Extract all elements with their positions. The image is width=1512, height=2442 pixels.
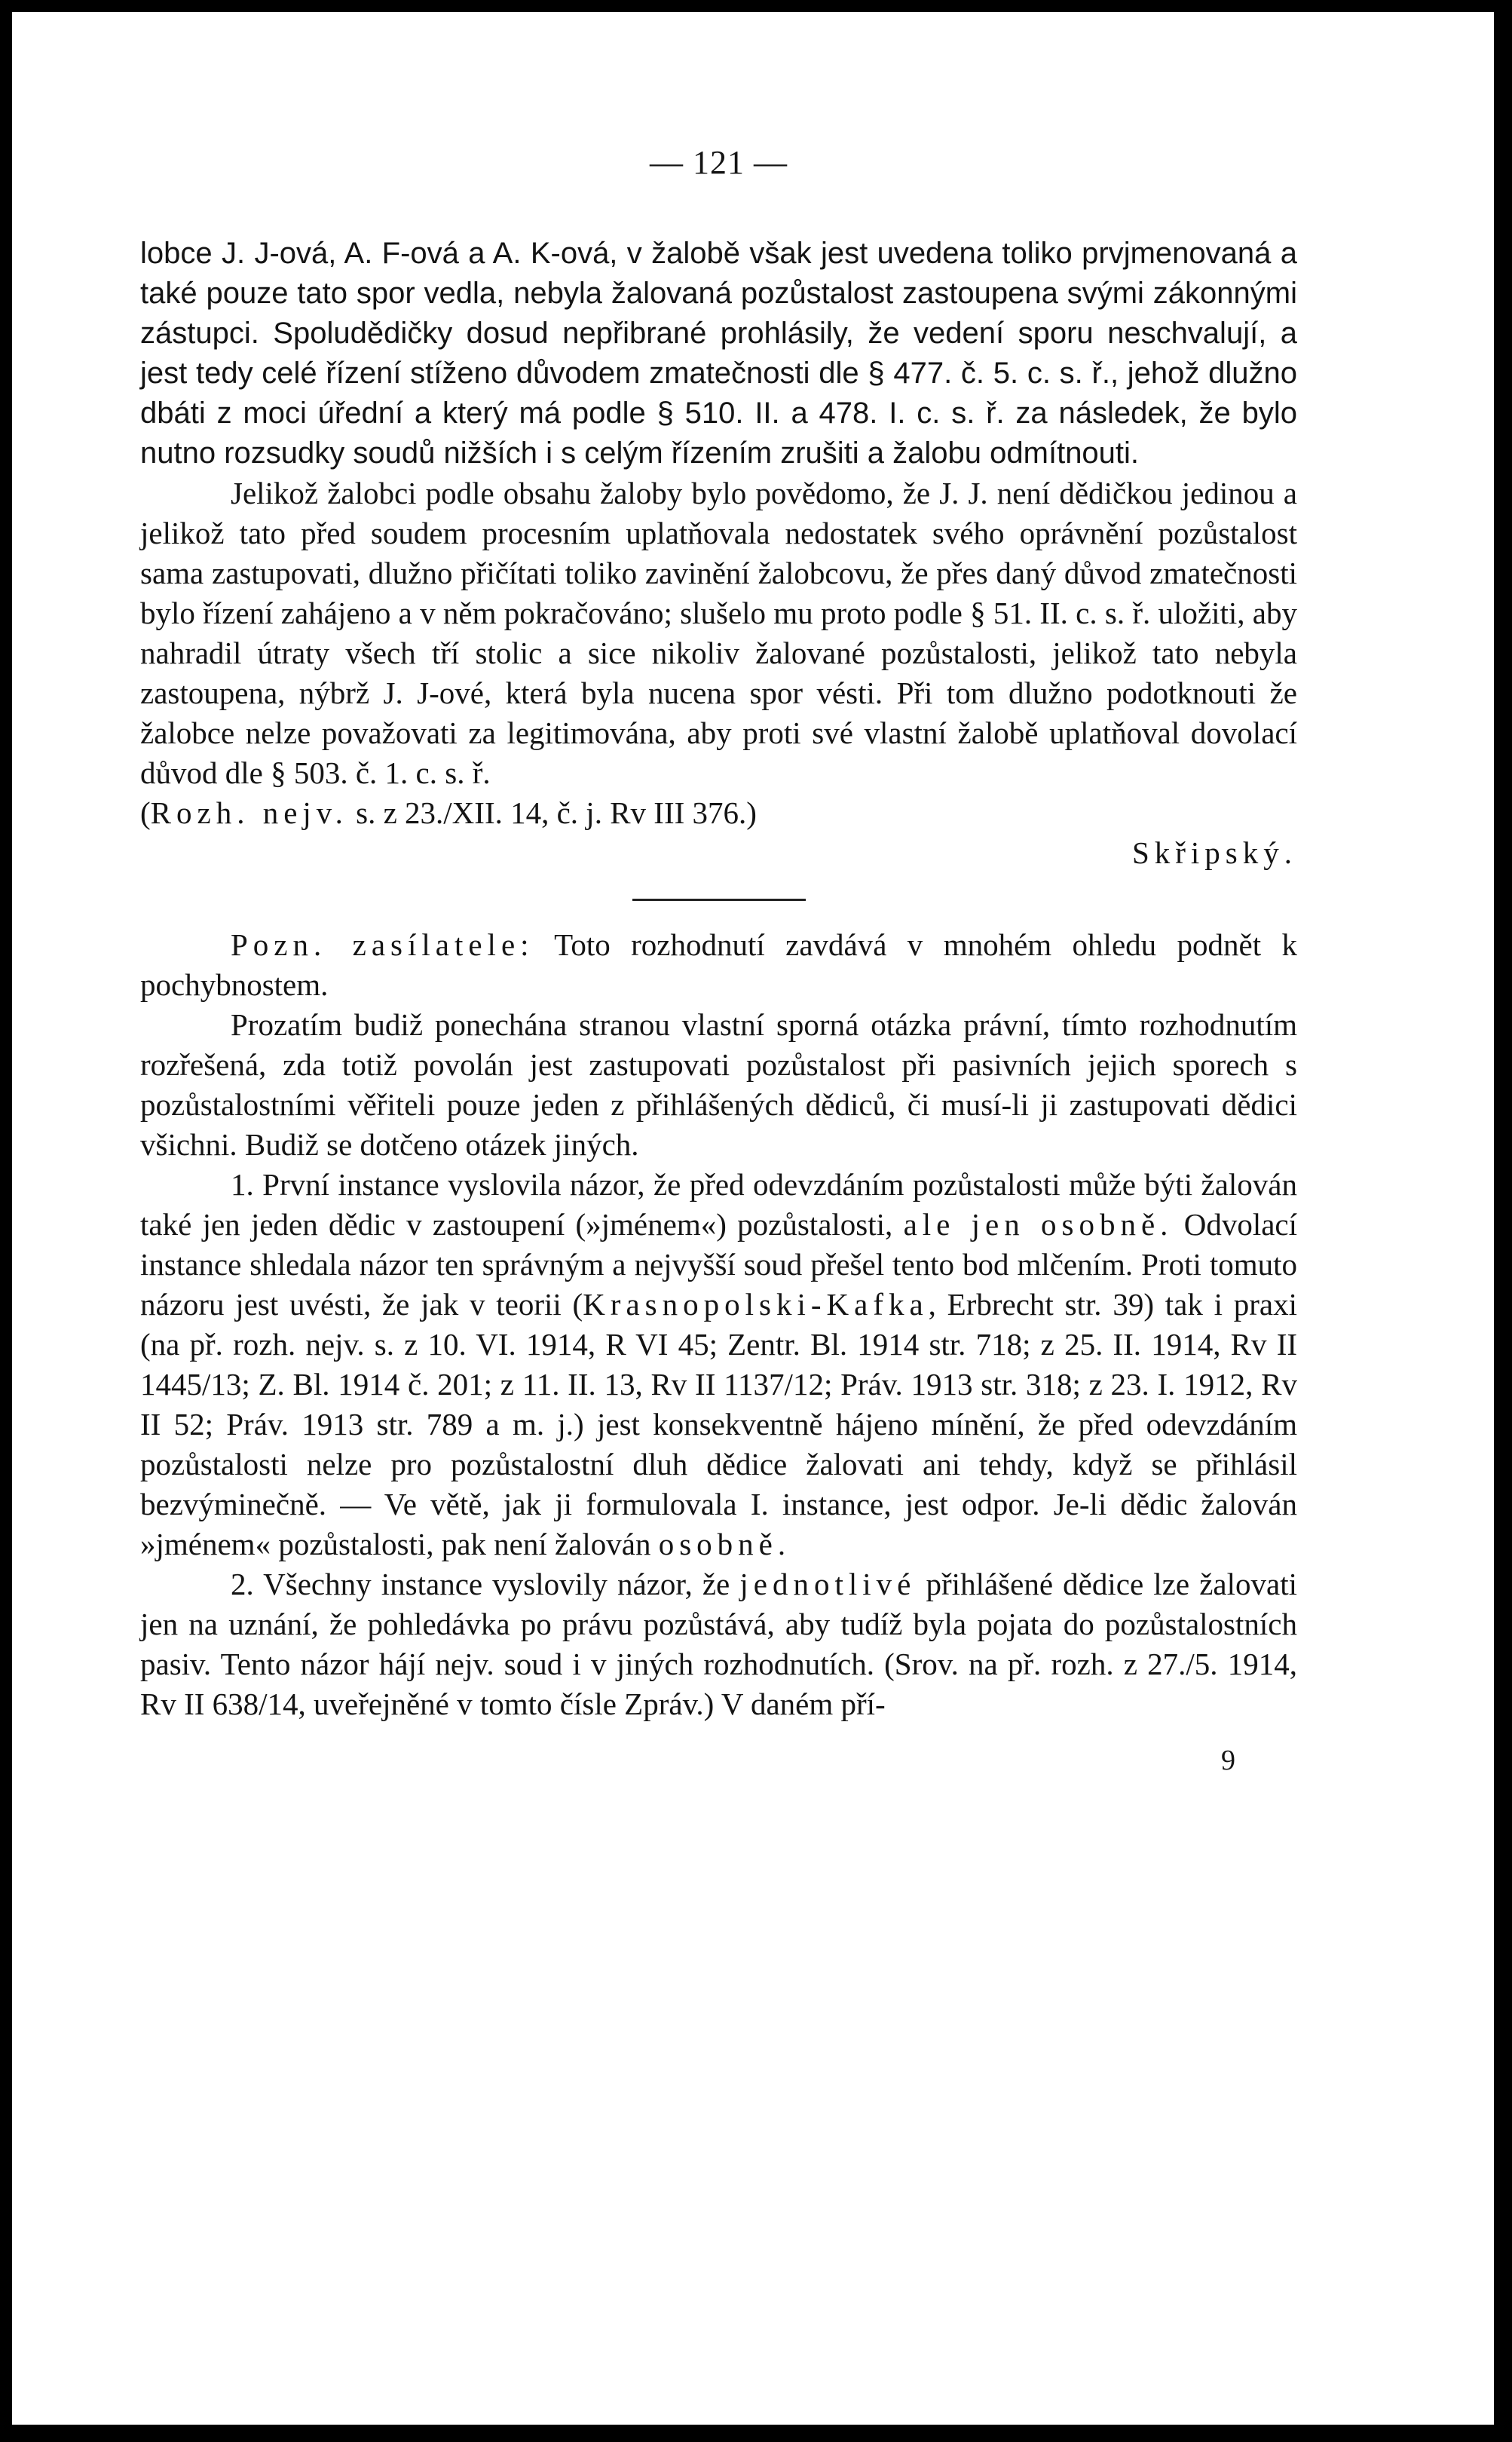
case-paragraph-2 [140, 473, 1297, 833]
note-p3-emphasis-2: osobně [658, 1527, 778, 1561]
note-p3-author-ref: Krasnopolski-Kafka [583, 1287, 929, 1322]
note-paragraph-1-text: Toto rozhodnutí zavdává v mnohém ohledu podnět k pochybnostem. [140, 927, 1297, 1002]
note-p4-a: 2. Všechny instance vyslovily názor, že [231, 1567, 730, 1601]
note-paragraph-2: Prozatím budiž ponechána stranou vlastní sporná otázka právní, tímto rozhodnutím rozřešená, zda totiž povolán jest zastupovati pozůstalost při pasivních jejich sporech s pozůstalostními věřiteli pouze jeden z přihlášených dědiců, či musí-li ji zastupovati dědici všichni. Budiž se dotčeno otázek jiných. [140, 1007, 1297, 1162]
page-sheet [12, 12, 1494, 2425]
note-p3-emphasis-1: ale jen osobně. [903, 1207, 1174, 1242]
note-label: Pozn. zasílatele: [231, 927, 534, 962]
note-p3-a: 1. První instance vyslovila názor, že před odevzdáním pozůstalosti může býti žalován také jen jeden dědic v zastoupení (»jménem«) pozůstalosti, [140, 1167, 1297, 1242]
note-p3-e: , Erbrecht str. 39) tak i praxi (na př. rozh. nejv. s. z 10. VI. 1914, R VI 45; Zentr. Bl. 1914 str. 718; z 25. II. 1914, Rv II 1445/13; Z. Bl. 1914 č. 201; z 11. II. 13, Rv II 1137/12; Práv. 1913 str. 318; z 23. I. 1912, Rv II 52; Práv. 1913 str. 789 a m. j.) jest konsekventně hájeno mínění, že před odevzdáním pozůstalosti nelze pro pozůstalostní dluh dědice žalovati ani tehdy, když se přihlásil bezvýminečně. — Ve větě, jak ji formulovala I. instance, jest odpor. Je-li dědic žalován »jménem« pozůstalosti, pak není žalován [140, 1287, 1297, 1561]
page-content [140, 140, 1297, 1781]
section-divider [632, 899, 806, 901]
note-p4-c: přihlášené dědice lze žalovati jen na uznání, že pohledávka po právu pozůstává, aby tudíž byla pojata do pozůstalostních pasiv. Tento názor hájí nejv. soud i v jiných rozhodnutích. (Srov. na př. rozh. z 27./5. 1914, Rv II 638/14, uveřejněné v tomto čísle Zpráv.) V daném pří- [140, 1567, 1298, 1721]
case-paragraph-2-text: Jelikož žalobci podle obsahu žaloby bylo povědomo, že J. J. není dědičkou jedinou a jelikož tato před soudem procesním uplatňovala nedostatek svého oprávnění pozůstalost sama zastupovati, dlužno přičítati toliko zavinění žalobcovu, že přes daný důvod zmatečnosti bylo řízení zahájeno a v něm pokračováno; slušelo mu proto podle § 51. II. c. s. ř. uložiti, aby nahradil útraty všech tří stolic a sice nikoliv žalované pozůstalosti, jelikož tato nebyla zastoupena, nýbrž J. J-ové, která byla nucena spor vésti. Při tom dlužno podotknouti že žalobce nelze považovati za legitimována, aby proti své vlastní žalobě uplatňoval dovolací důvod dle § 503. č. 1. c. s. ř. [140, 476, 1297, 790]
citation: (Rozh. nejv. s. z 23./XII. 14, č. j. Rv III 376.) [140, 795, 757, 830]
citation-label: Rozh. nejv. [150, 795, 348, 830]
author-signature: Skřipský. [1131, 835, 1297, 870]
note-p3-c: Odvolací instance shledala názor ten správným a nejvyšší soud přešel tento bod mlčením. Proti tomuto názoru jest uvésti, že jak v teorii ( [140, 1207, 1298, 1322]
note-paragraph-1 [140, 925, 1297, 1005]
note-paragraph-3 [140, 1165, 1297, 1564]
case-paragraph-1: lobce J. J-ová, A. F-ová a A. K-ová, v žalobě však jest uvedena toliko prvjmenovaná a také pouze tato spor vedla, nebyla žalovaná pozůstalost zastoupena svými zákonnými zástupci. Spoludědičky dosud nepřibrané prohlásily, že vedení sporu neschvalují, a jest tedy celé řízení stíženo důvodem zmatečnosti dle § 477. č. 5. c. s. ř., jehož dlužno dbáti z moci úřední a který má podle § 510. II. a 478. I. c. s. ř. za následek, že bylo nutno rozsudky soudů nižších i s celým řízením zrušiti a žalobu odmítnouti. [140, 237, 1297, 470]
note-p4-emphasis: jednotlivé [739, 1567, 917, 1601]
note-paragraph-4 [140, 1564, 1297, 1724]
sheet-signature-mark: 9 [1221, 1745, 1235, 1776]
note-p3-g: . [777, 1527, 786, 1561]
page-number: — 121 — [650, 144, 788, 181]
citation-rest: s. z 23./XII. 14, č. j. Rv III 376.) [356, 795, 757, 830]
